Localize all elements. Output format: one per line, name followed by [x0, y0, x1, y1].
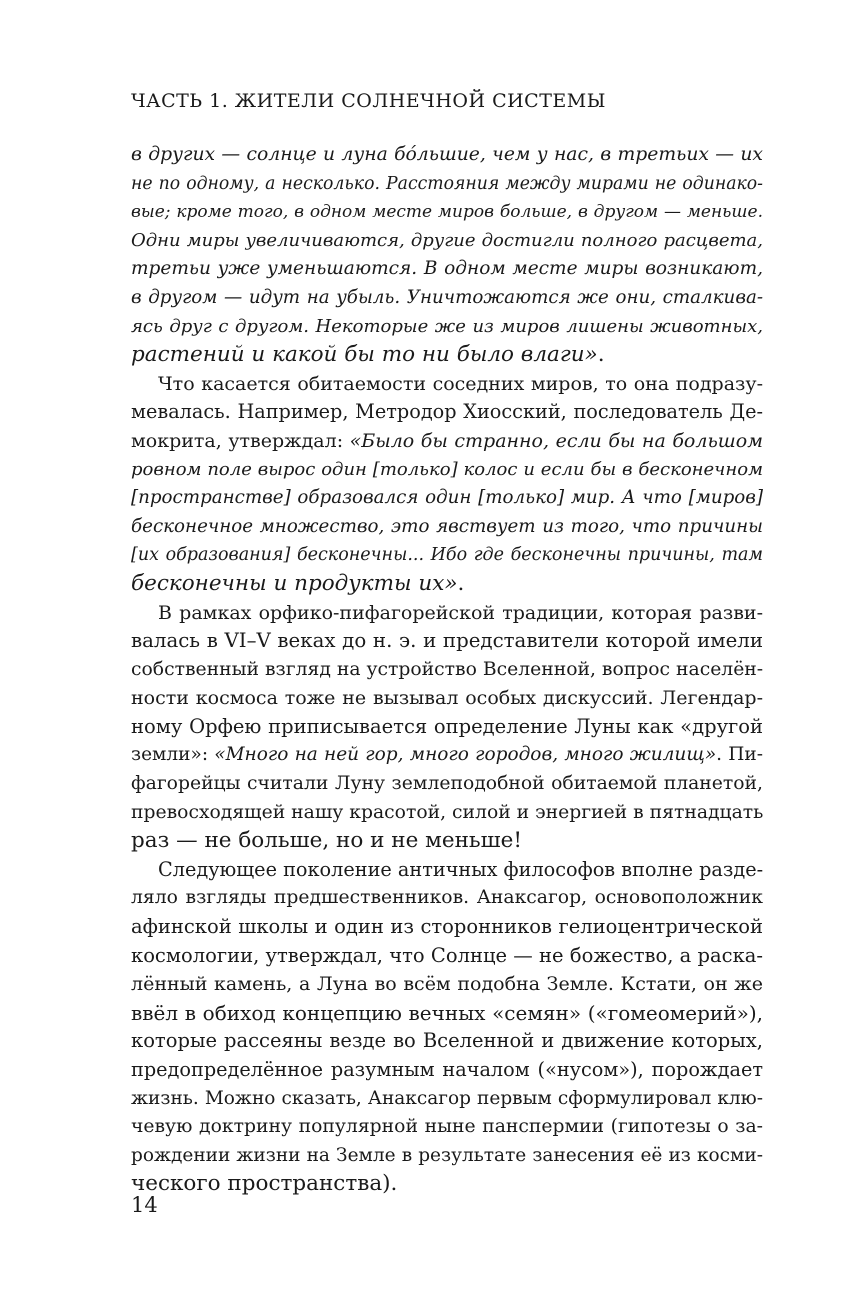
italic-quote-text: бесконечны и продукты их»	[131, 570, 458, 596]
text-run: ческого пространства).	[131, 1171, 398, 1197]
text-line	[131, 570, 763, 599]
text-run: ному Орфею приписывается определение Луны как «другой	[131, 714, 763, 738]
italic-quote-text: «Много на ней гор, много городов, много жилищ»	[214, 744, 717, 766]
text-run: лённый камень, а Луна во всём подобна Земле. Кстати, он же	[131, 973, 763, 996]
text-line	[131, 284, 763, 313]
text-line	[131, 1027, 763, 1056]
text-run: .	[457, 570, 465, 596]
italic-quote-text: в других — солнце и луна бóльшие, чем у нас, в третьих — их	[131, 144, 763, 165]
text-line	[131, 799, 763, 828]
text-run: рождении жизни на Земле в результате занесения её из косми-	[131, 1144, 763, 1166]
page-number: 14	[131, 1193, 158, 1217]
italic-quote-text: «Было бы странно, если бы на большом	[349, 429, 763, 452]
text-run: В рамках орфико-пифагорейской традиции, которая разви-	[158, 601, 763, 624]
text-line	[131, 713, 763, 742]
italic-quote-text: в другом — идут на убыль. Уничтожаются же они, сталкива-	[131, 286, 763, 308]
running-head: ЧАСТЬ 1. ЖИТЕЛИ СОЛНЕЧНОЙ СИСТЕМЫ	[131, 90, 606, 112]
text-run: превосходящей нашу красотой, силой и энергией в пятнадцать	[131, 801, 764, 823]
text-line	[131, 856, 763, 885]
text-line	[131, 170, 763, 199]
italic-quote-text: растений и какой бы то ни было влаги»	[131, 342, 598, 368]
text-line	[131, 1170, 763, 1199]
text-line	[131, 370, 763, 399]
text-line	[131, 1113, 763, 1142]
text-line	[131, 770, 763, 799]
italic-quote-text: вые; кроме того, в одном месте миров больше, в другом — меньше.	[131, 202, 763, 223]
text-line	[131, 1085, 763, 1114]
text-line	[131, 484, 763, 513]
text-line	[131, 1056, 763, 1085]
text-line	[131, 313, 763, 342]
text-line	[131, 255, 763, 284]
italic-quote-text: Одни миры увеличиваются, другие достигли полного расцвета,	[131, 229, 763, 251]
italic-quote-text: третьи уже уменьшаются. В одном месте миры возникают,	[131, 258, 763, 280]
text-run: афинской школы и один из сторонников гелиоцентрической	[131, 915, 763, 939]
text-run: Что касается обитаемости соседних миров, то она подразу-	[158, 372, 763, 395]
text-run: мокрита, утверждал:	[131, 429, 350, 452]
text-line	[131, 198, 763, 227]
text-line	[131, 999, 763, 1028]
text-run: Следующее поколение античных философов вполне разде-	[158, 857, 764, 881]
text-run: которые рассеяны везде во Вселенной и движение которых,	[131, 1029, 763, 1053]
text-line	[131, 513, 763, 542]
text-run: .	[597, 342, 605, 368]
text-line	[131, 827, 763, 856]
text-line	[131, 141, 763, 170]
text-run: мевалась. Например, Метродор Хиосский, последователь Де-	[131, 400, 763, 424]
text-run: земли»:	[131, 744, 215, 766]
text-run: собственный взгляд на устройство Вселенной, вопрос населён-	[131, 658, 764, 680]
text-run: чевую доктрину популярной ныне панспермии (гипотезы о за-	[131, 1116, 763, 1138]
text-line	[131, 398, 763, 427]
text-run: ности космоса тоже не вызывал особых дискуссий. Легендар-	[131, 687, 763, 710]
text-run: ввёл в обиход концепцию вечных «семян» («гомеомерий»),	[131, 1000, 763, 1025]
text-line	[131, 741, 763, 770]
text-line	[131, 656, 763, 685]
text-line	[131, 884, 763, 913]
text-line	[131, 684, 763, 713]
text-run: раз — не больше, но и не меньше!	[131, 828, 522, 854]
italic-quote-text: [их образования] бесконечны... Ибо где бесконечны причины, там	[131, 545, 763, 566]
text-run: валась в VI–V веках до н. э. и представители которой имели	[131, 629, 763, 653]
text-run: жизнь. Можно сказать, Анаксагор первым сформулировал клю-	[131, 1087, 763, 1109]
italic-quote-text: не по одному, а несколько. Расстояния между мирами не одинако-	[131, 173, 763, 194]
text-line	[131, 627, 763, 656]
text-run: . Пи-	[716, 744, 763, 766]
text-line	[131, 970, 763, 999]
italic-quote-text: бесконечное множество, это явствует из того, что причины	[131, 515, 763, 537]
text-run: предопределённое разумным началом («нусом»), порождает	[131, 1058, 763, 1081]
text-line	[131, 942, 763, 971]
body-text	[131, 141, 763, 1199]
text-line	[131, 456, 763, 485]
text-line	[131, 541, 763, 570]
text-line	[131, 427, 763, 456]
italic-quote-text: ровном поле вырос один [только] колос и если бы в бесконечном	[131, 458, 763, 480]
text-run: фагорейцы считали Луну землеподобной обитаемой планетой,	[131, 773, 763, 795]
text-line	[131, 599, 763, 628]
text-line	[131, 341, 763, 370]
italic-quote-text: ясь друг с другом. Некоторые же из миров лишены животных,	[131, 315, 763, 337]
text-run: ляло взгляды предшественников. Анаксагор, основоположник	[131, 887, 763, 909]
text-line	[131, 227, 763, 256]
italic-quote-text: [пространстве] образовался один [только] мир. А что [миров]	[131, 487, 763, 509]
text-run: космологии, утверждал, что Солнце — не божество, а раска-	[131, 943, 763, 967]
text-line	[131, 1142, 763, 1171]
text-line	[131, 913, 763, 942]
